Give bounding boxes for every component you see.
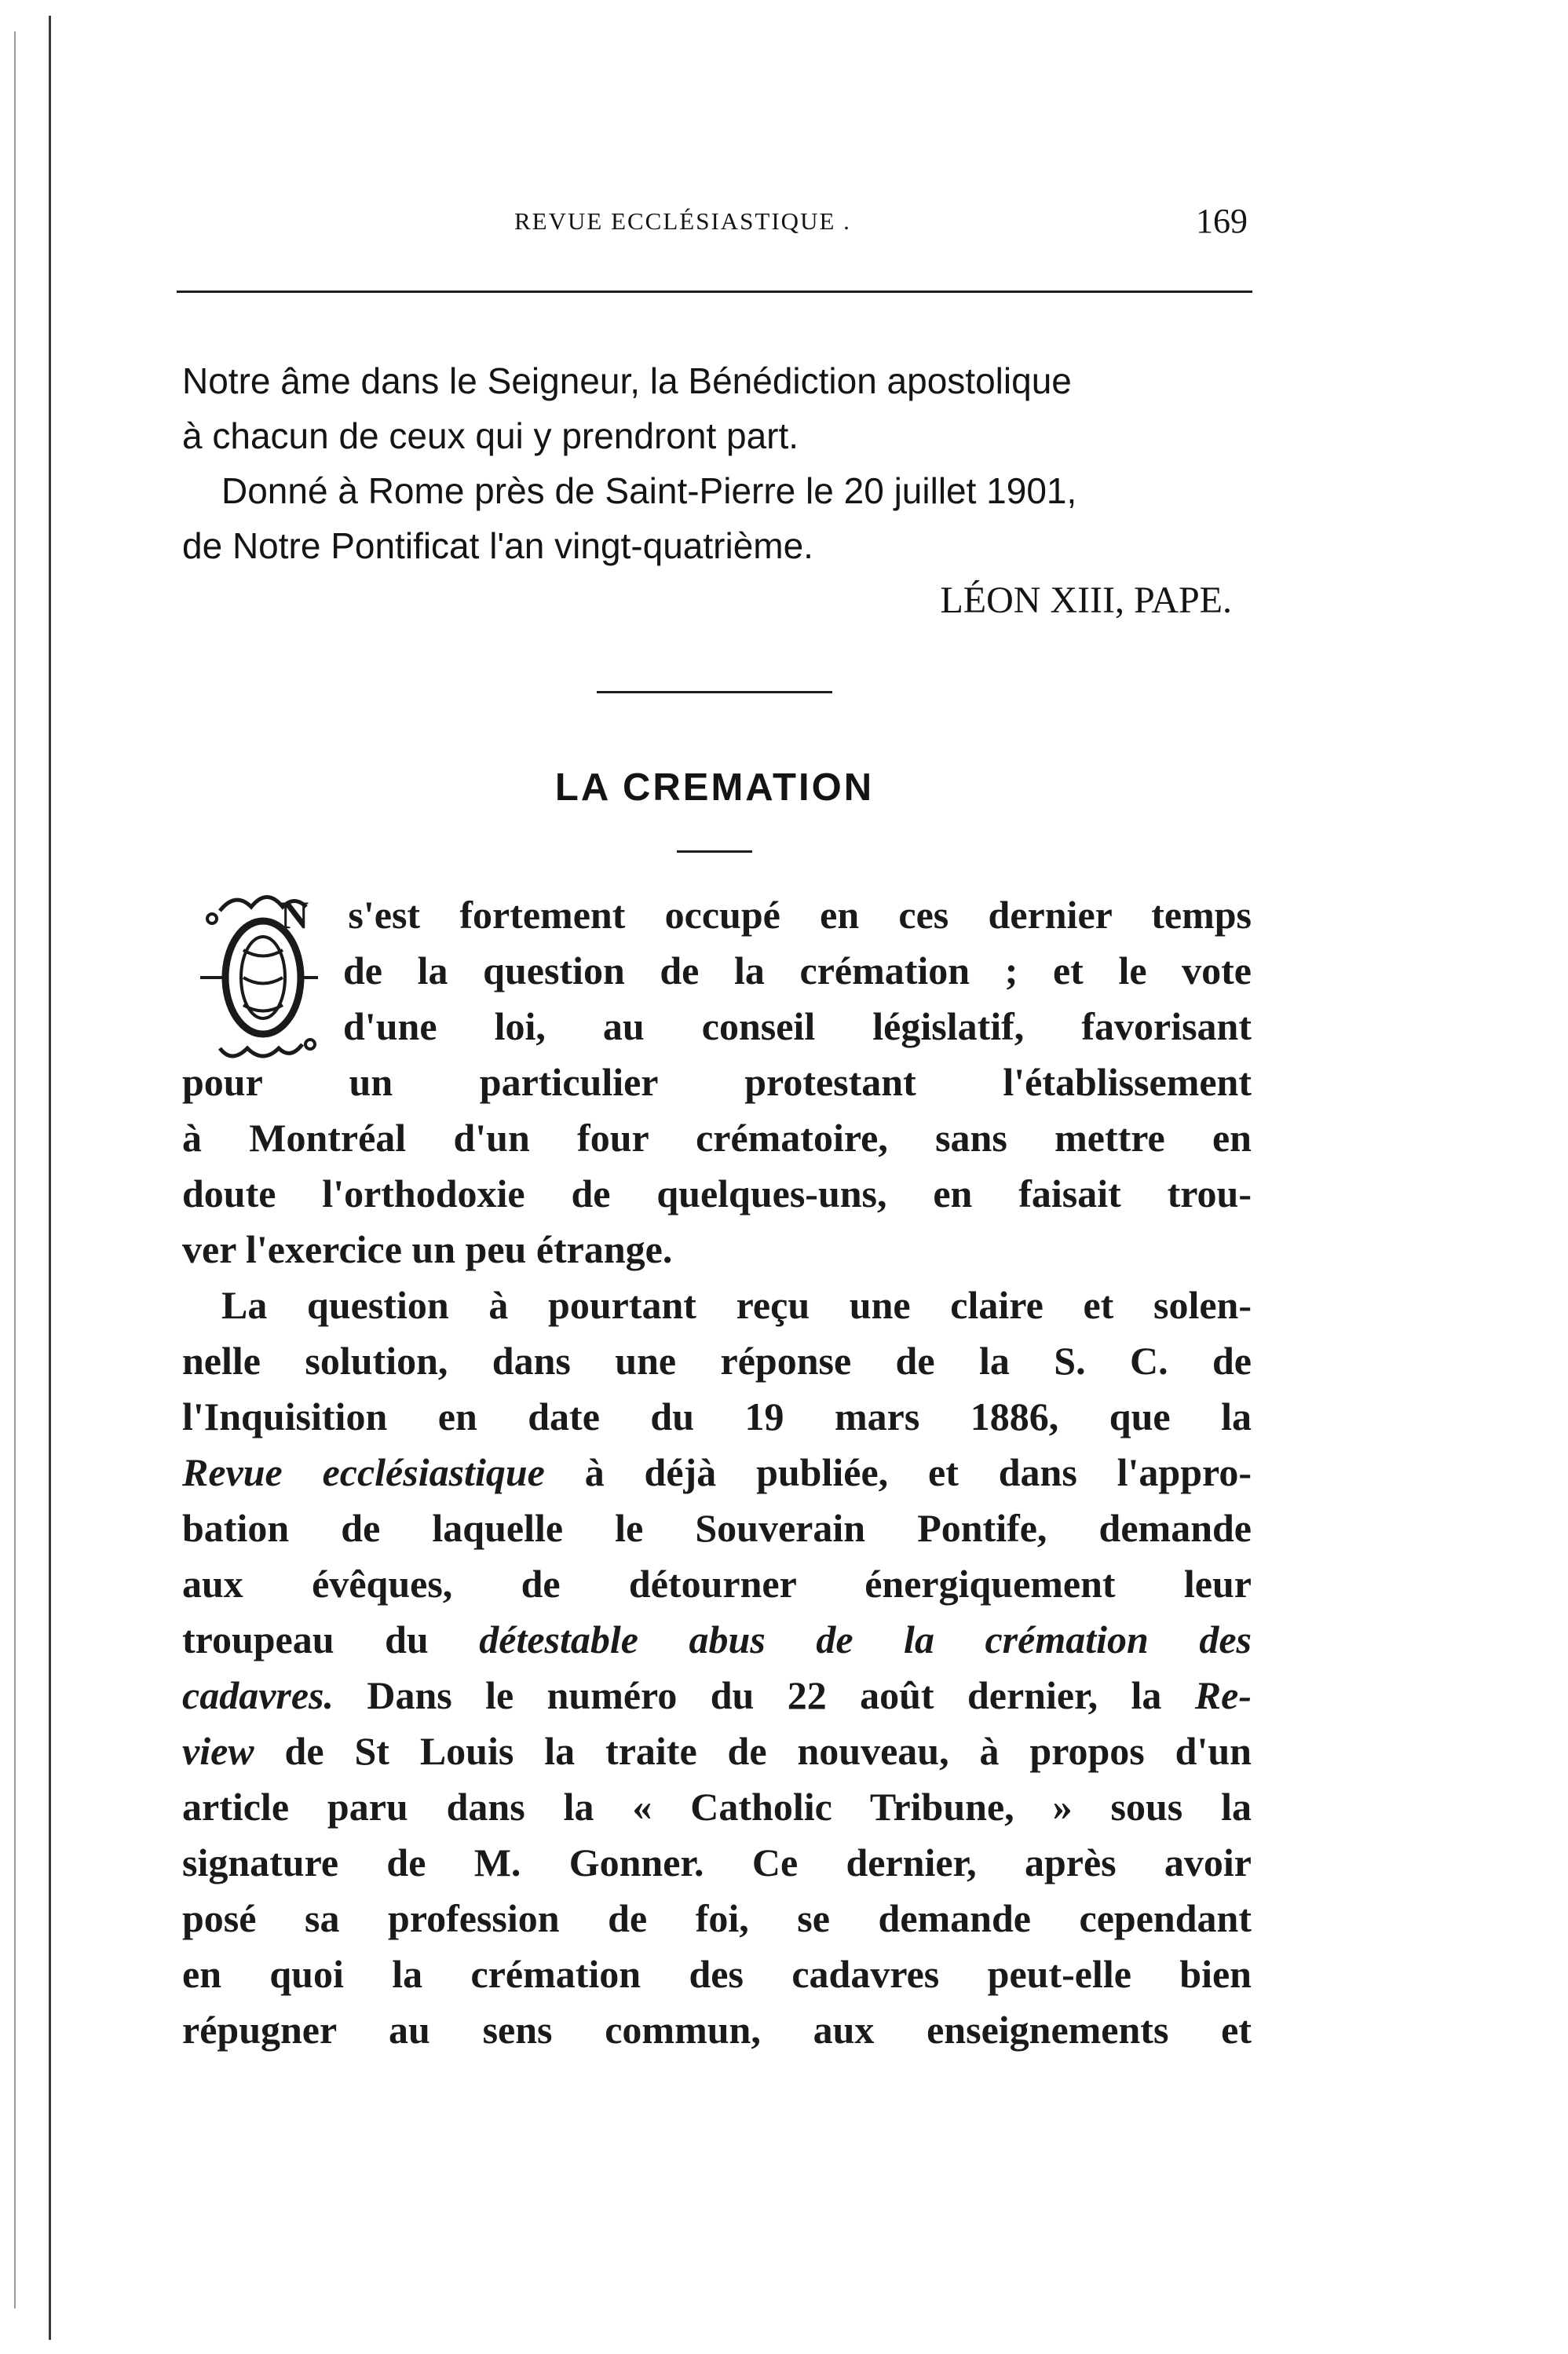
section-divider — [597, 691, 832, 693]
title-rule — [677, 850, 752, 853]
paragraph-line: bation de laquelle le Souverain Pontife, demande — [182, 1506, 1252, 1550]
paragraph-line: N s'est fortement occupé en ces dernier temps — [280, 893, 1252, 937]
page-number: 169 — [1196, 202, 1248, 240]
text-run: Dans le numéro du 22 août dernier, la — [334, 1673, 1195, 1717]
text-run: troupeau du — [182, 1617, 480, 1661]
closing-line: à chacun de ceux qui y prendront part. — [182, 415, 799, 456]
paragraph-line: La question à pourtant reçu une claire et solen- — [221, 1283, 1252, 1327]
signature: LÉON XIII, PAPE. — [940, 579, 1232, 621]
paragraph-line: article paru dans la « Catholic Tribune, » sous la — [182, 1785, 1252, 1829]
paragraph-line: à Montréal d'un four crématoire, sans mettre en — [182, 1116, 1252, 1160]
paragraph-line: pour un particulier protestant l'établissement — [182, 1060, 1252, 1104]
closing-line: Notre âme dans le Seigneur, la Bénédiction apostolique — [182, 360, 1072, 401]
italic-quote: cadavres. — [182, 1673, 334, 1717]
closing-line: de Notre Pontificat l'an vingt-quatrième. — [182, 525, 813, 566]
header-rule — [177, 291, 1252, 293]
running-head — [177, 203, 1252, 242]
paragraph-line: en quoi la crémation des cadavres peut-elle bien — [182, 1952, 1252, 1996]
text-run: à déjà publiée, et dans l'appro- — [544, 1450, 1252, 1494]
paragraph-line: l'Inquisition en date du 19 mars 1886, que la — [182, 1394, 1252, 1438]
paragraph-line — [182, 1612, 1252, 1668]
italic-title: view — [182, 1729, 254, 1773]
paragraph-line: posé sa profession de foi, se demande cependant — [182, 1896, 1252, 1940]
paragraph-line: signature de M. Gonner. Ce dernier, après avoir — [182, 1840, 1252, 1884]
closing-block — [182, 353, 1252, 628]
italic-title: Re- — [1194, 1673, 1252, 1717]
paragraph-line — [182, 1723, 1252, 1779]
paragraph-line: d'une loi, au conseil législatif, favorisant — [343, 1004, 1252, 1048]
text-run: de St Louis la traite de nouveau, à propos d'un — [254, 1729, 1252, 1773]
closing-line: Donné à Rome près de Saint-Pierre le 20 juillet 1901, — [221, 470, 1077, 511]
page-edge-line-outer — [14, 31, 16, 2308]
paragraph-line — [182, 1445, 1252, 1500]
paragraph-line — [182, 1668, 1252, 1723]
page-edge-line — [49, 16, 51, 2340]
running-title: REVUE ECCLÉSIASTIQUE . — [514, 207, 851, 235]
article-title: LA CREMATION — [554, 766, 875, 809]
article-body — [182, 887, 1252, 2058]
paragraph-line: doute l'orthodoxie de quelques-uns, en faisait trou- — [182, 1172, 1252, 1215]
paragraph-line: nelle solution, dans une réponse de la S. C. de — [182, 1339, 1252, 1383]
paragraph-line: aux évêques, de détourner énergiquement leur — [182, 1562, 1252, 1606]
italic-title: Revue ecclésiastique — [182, 1450, 545, 1494]
paragraph-line: ver l'exercice un peu étrange. — [182, 1227, 673, 1271]
italic-quote: détestable abus de la crémation des — [479, 1617, 1252, 1661]
paragraph-line: répugner au sens commun, aux enseignements et — [182, 2008, 1252, 2052]
paragraph-line: de la question de la crémation ; et le vote — [343, 949, 1252, 992]
